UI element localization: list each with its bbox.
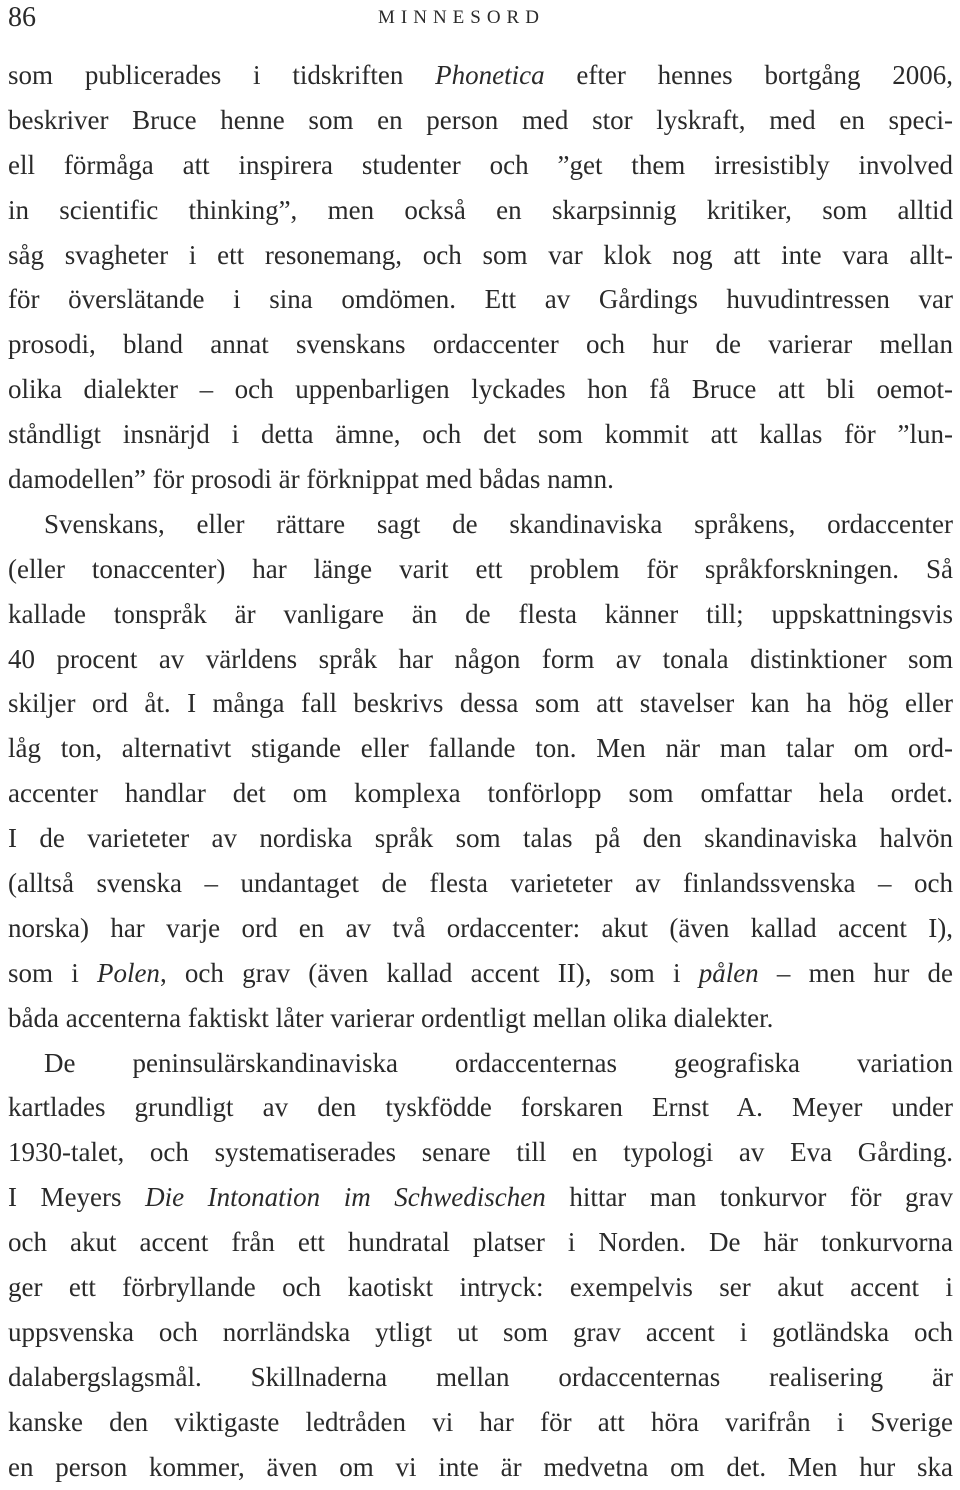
text-segment: hittar man tonkurvor för grav (545, 1182, 953, 1213)
text-line (8, 906, 953, 951)
text-segment: som i (8, 957, 97, 988)
text-segment: norska) har varje ord en av två ordaccenter: akut (även kallad accent I), (8, 912, 953, 943)
text-segment: prosodi, bland annat svenskans ordaccenter och hur de varierar mellan (8, 329, 953, 360)
text-segment: kallade tonspråk är vanligare än de flesta känner till; uppskattningsvis (8, 598, 953, 629)
text-line (8, 1220, 953, 1265)
text-line (8, 322, 953, 367)
text-segment: såg svagheter i ett resonemang, och som var klok nog att inte vara allt- (8, 239, 953, 270)
text-segment: damodellen” för prosodi är förknippat med bådas namn. (8, 464, 614, 495)
text-segment: som publicerades i tidskriften (8, 60, 436, 90)
text-line (8, 996, 953, 1041)
text-line (8, 53, 953, 98)
text-segment: skiljer ord åt. I många fall beskrivs dessa som att stavelser kan ha hög eller (8, 688, 953, 719)
text-line (8, 771, 953, 816)
text-line (8, 681, 953, 726)
text-line (8, 412, 953, 457)
text-segment: ståndligt insnärjd i detta ämne, och det som kommit att kallas för ”lun- (8, 419, 953, 450)
text-segment: , och grav (även kallad accent II), som i (159, 957, 699, 988)
text-segment: I Meyers (8, 1182, 146, 1213)
text-line (8, 457, 953, 502)
text-line (8, 1400, 953, 1445)
italic-term: Phonetica (435, 60, 545, 90)
text-line (8, 637, 953, 682)
text-line (8, 1175, 953, 1220)
text-line (8, 1265, 953, 1310)
text-segment: in scientific thinking”, men också en skarpsinnig kritiker, som alltid (8, 194, 953, 225)
text-line (8, 188, 953, 233)
text-line (8, 277, 953, 322)
text-segment: dalabergslagsmål. Skillnaderna mellan ordaccenternas realisering är (8, 1361, 953, 1392)
text-segment: och akut accent från ett hundratal platser i Norden. De här tonkurvorna (8, 1227, 953, 1258)
text-line (8, 367, 953, 412)
text-line (8, 502, 953, 547)
text-line (8, 143, 953, 188)
italic-term: pålen (698, 957, 759, 988)
body-text (8, 53, 953, 1490)
text-segment: för överslätande i sina omdömen. Ett av Gårdings huvudintressen var (8, 284, 953, 315)
text-line (8, 816, 953, 861)
text-line (8, 98, 953, 143)
text-segment: I de varieteter av nordiska språk som talas på den skandinaviska halvön (8, 823, 953, 854)
text-segment: ger ett förbryllande och kaotiskt intryck: exempelvis ser akut accent i (8, 1272, 953, 1303)
text-segment: accenter handlar det om komplexa tonförlopp som omfattar hela ordet. (8, 778, 953, 809)
italic-term: Polen (96, 957, 160, 988)
text-line (8, 726, 953, 771)
text-segment: kartlades grundligt av den tyskfödde forskaren Ernst A. Meyer under (8, 1092, 953, 1123)
text-line (8, 861, 953, 906)
text-line (8, 951, 953, 996)
text-line (8, 1041, 953, 1086)
text-segment: olika dialekter – och uppenbarligen lyckades hon få Bruce att bli oemot- (8, 374, 953, 405)
text-segment: en person kommer, även om vi inte är medvetna om det. Men hur ska (8, 1451, 953, 1482)
text-segment: (alltså svenska – undantaget de flesta varieteter av finlandssvenska – och (8, 868, 953, 899)
text-segment: – men hur de (758, 957, 953, 988)
text-line (8, 1130, 953, 1175)
text-segment: efter hennes bortgång 2006, (544, 60, 953, 90)
text-segment: kanske den viktigaste ledtråden vi har för att höra varifrån i Sverige (8, 1406, 953, 1437)
text-segment: uppsvenska och norrländska ytligt ut som grav accent i gotländska och (8, 1316, 953, 1347)
running-head: MINNESORD (378, 7, 545, 28)
text-line (8, 547, 953, 592)
text-segment: Svenskans, eller rättare sagt de skandinaviska språkens, ordaccenter (44, 508, 953, 539)
text-segment: (eller tonaccenter) har länge varit ett problem för språkforskningen. Så (8, 553, 953, 584)
text-segment: De peninsulärskandinaviska ordaccenternas geografiska variation (44, 1047, 953, 1078)
text-line (8, 1445, 953, 1490)
page-number: 86 (8, 2, 36, 33)
text-line (8, 233, 953, 278)
text-line (8, 1310, 953, 1355)
text-line (8, 592, 953, 637)
text-segment: 40 procent av världens språk har någon form av tonala distinktioner som (8, 643, 953, 674)
text-segment: 1930-talet, och systematiserades senare till en typologi av Eva Gårding. (8, 1137, 953, 1168)
text-line (8, 1355, 953, 1400)
text-segment: ell förmåga att inspirera studenter och ”get them irresistibly involved (8, 149, 953, 180)
text-segment: låg ton, alternativt stigande eller fallande ton. Men när man talar om ord- (8, 733, 953, 764)
italic-term: Die Intonation im Schwedischen (145, 1182, 546, 1213)
text-segment: båda accenterna faktiskt låter varierar ordentligt mellan olika dialekter. (8, 1002, 774, 1033)
text-line (8, 1085, 953, 1130)
text-segment: beskriver Bruce henne som en person med stor lyskraft, med en speci- (8, 104, 953, 135)
